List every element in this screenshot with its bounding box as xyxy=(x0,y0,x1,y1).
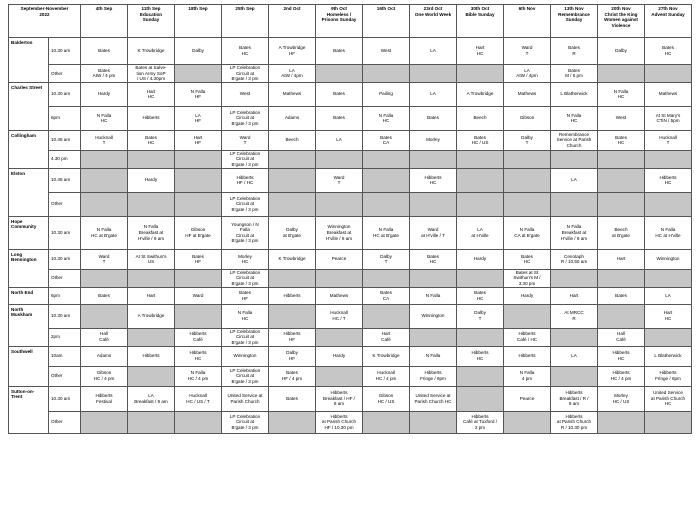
table-row xyxy=(9,82,692,106)
no-service-cell xyxy=(128,411,175,433)
preacher-cell: Bates M / 6 pm xyxy=(551,65,598,83)
preacher-cell: Gibson HC / 4 pm xyxy=(81,366,128,386)
preacher-cell: Hibberts HC xyxy=(457,346,504,366)
no-service-cell xyxy=(269,304,316,328)
date-column-header: 30th Oct Bible Sunday xyxy=(457,5,504,38)
preacher-cell: Hibberts xyxy=(128,106,175,130)
date-column-header: 11th Sep Education Sunday xyxy=(128,5,175,38)
preacher-cell: Hibberts HC / 4 pm xyxy=(598,366,645,386)
no-service-cell xyxy=(81,168,128,192)
place-name-cell: Charles Street xyxy=(9,82,49,130)
preacher-cell: LA AtW / 4pm xyxy=(269,65,316,83)
preacher-cell: Hardy xyxy=(457,249,504,269)
preacher-cell: Hibberts Café xyxy=(175,328,222,346)
no-service-cell xyxy=(128,192,175,216)
preacher-cell: Hucknall HC / 4 pm xyxy=(363,366,410,386)
service-time-cell: Other xyxy=(49,192,81,216)
place-name-cell: Collingham xyxy=(9,130,49,168)
no-service-cell xyxy=(598,192,645,216)
preacher-cell: L Blatherwick xyxy=(551,82,598,106)
preacher-cell: K Trowbridge xyxy=(363,346,410,366)
preacher-cell: K Trowbridge xyxy=(128,38,175,65)
preacher-cell: Hucknall T xyxy=(645,130,692,150)
table-row xyxy=(9,150,692,168)
preacher-cell: Hibberts HF / HC xyxy=(222,168,269,192)
preaching-plan-table xyxy=(8,4,692,434)
preacher-cell: At MRCC R xyxy=(551,304,598,328)
preacher-cell: LA xyxy=(410,82,457,106)
preacher-cell: Hibberts xyxy=(269,287,316,304)
preacher-cell: LP Celebration Circuit at B'gate / 3 pm xyxy=(222,366,269,386)
no-service-cell xyxy=(410,192,457,216)
no-service-cell xyxy=(175,192,222,216)
preacher-cell: Winnington xyxy=(645,249,692,269)
table-header xyxy=(9,5,692,38)
preacher-cell: United Service at Parish Church xyxy=(222,386,269,411)
preacher-cell: Bates HC xyxy=(504,249,551,269)
preacher-cell: N Falla HC xyxy=(363,106,410,130)
date-column-header: 27th Nov Advent Sunday xyxy=(645,5,692,38)
preacher-cell: Mathews xyxy=(269,82,316,106)
no-service-cell xyxy=(175,65,222,83)
date-column-header: 2nd Oct xyxy=(269,5,316,38)
place-name-cell: Sutton-on- Trent xyxy=(9,386,49,433)
preacher-cell: Bates HC xyxy=(457,287,504,304)
service-time-cell: 10.30 am xyxy=(49,82,81,106)
date-column-header: 18th Sep xyxy=(175,5,222,38)
no-service-cell xyxy=(410,150,457,168)
preacher-cell: Hart xyxy=(128,287,175,304)
preacher-cell: Hucknall HC / US / T xyxy=(175,386,222,411)
preacher-cell: N Falla CA at B'gate xyxy=(504,216,551,249)
preacher-cell: K Trowbridge xyxy=(269,249,316,269)
preacher-cell: United Service at Parish Church HC xyxy=(645,386,692,411)
no-service-cell xyxy=(81,150,128,168)
no-service-cell xyxy=(598,168,645,192)
no-service-cell xyxy=(128,269,175,287)
preacher-cell: N Falla 4 pm xyxy=(504,366,551,386)
preacher-cell: Bates HF / 4 pm xyxy=(269,366,316,386)
place-name-cell: Balderton xyxy=(9,38,49,83)
preacher-cell: Hall Café xyxy=(81,328,128,346)
preacher-cell: Gibson HC / US xyxy=(363,386,410,411)
no-service-cell xyxy=(410,328,457,346)
preacher-cell: Cenotaph R / 10.50 am xyxy=(551,249,598,269)
preacher-cell: Hibberts HC xyxy=(410,168,457,192)
preacher-cell: Bates HF xyxy=(175,249,222,269)
plan-period-heading: September-November 2022 xyxy=(9,5,81,38)
date-column-header: 16th Oct xyxy=(363,5,410,38)
preacher-cell: Hibberts xyxy=(128,346,175,366)
table-row xyxy=(9,130,692,150)
no-service-cell xyxy=(645,328,692,346)
service-time-cell: 2pm xyxy=(49,328,81,346)
no-service-cell xyxy=(457,328,504,346)
preacher-cell: LA AtW / 4pm xyxy=(504,65,551,83)
table-row xyxy=(9,411,692,433)
preacher-cell: Dalby T xyxy=(504,130,551,150)
preacher-cell: Hart HF xyxy=(175,130,222,150)
no-service-cell xyxy=(598,65,645,83)
date-column-header: 13th Nov Remembrance Sunday xyxy=(551,5,598,38)
service-time-cell: 6pm xyxy=(49,106,81,130)
no-service-cell xyxy=(363,150,410,168)
no-service-cell xyxy=(316,328,363,346)
preacher-cell: Ward T xyxy=(316,168,363,192)
preacher-cell: Hall Café xyxy=(598,328,645,346)
preacher-cell: Bates xyxy=(81,287,128,304)
preacher-cell: Hucknall HC / T xyxy=(316,304,363,328)
table-row xyxy=(9,216,692,249)
no-service-cell xyxy=(410,411,457,433)
no-service-cell xyxy=(363,411,410,433)
preacher-cell: LP Celebration Circuit at B'gate / 3 pm xyxy=(222,192,269,216)
preacher-cell: At St Mary's CTiN / 5pm xyxy=(645,106,692,130)
preacher-cell: N Falla HC at H'ville xyxy=(645,216,692,249)
preacher-cell: LA Breakfast / 9 am xyxy=(128,386,175,411)
no-service-cell xyxy=(645,150,692,168)
preacher-cell: Hibberts HC xyxy=(645,168,692,192)
preacher-cell: LP Celebration Circuit at B'gate / 3 pm xyxy=(222,328,269,346)
preacher-cell: Ward T xyxy=(504,38,551,65)
table-row xyxy=(9,386,692,411)
preacher-cell: N Falla HC xyxy=(222,304,269,328)
preacher-cell: Bates HC xyxy=(128,130,175,150)
preacher-cell: Morley HC xyxy=(222,249,269,269)
preacher-cell: Dalby T xyxy=(457,304,504,328)
preacher-cell: Gibson xyxy=(504,106,551,130)
preacher-cell: Bates HC / US xyxy=(457,130,504,150)
service-time-cell: Other xyxy=(49,411,81,433)
no-service-cell xyxy=(457,168,504,192)
preacher-cell: Bates HC xyxy=(222,38,269,65)
preacher-cell: Hucknall T xyxy=(81,130,128,150)
preacher-cell: Hardy xyxy=(504,287,551,304)
no-service-cell xyxy=(363,192,410,216)
preacher-cell: Hibberts HC xyxy=(598,346,645,366)
preacher-cell: A Trowbridge HF xyxy=(269,38,316,65)
service-time-cell: 10.30 am xyxy=(49,386,81,411)
preacher-cell: LA xyxy=(551,346,598,366)
preacher-cell: LA xyxy=(645,287,692,304)
preacher-cell: LP Celebration Circuit at B'gate / 3 pm xyxy=(222,269,269,287)
preacher-cell: Dalby at B'gate xyxy=(269,216,316,249)
header-row xyxy=(9,5,692,38)
preacher-cell: N Falla HF xyxy=(175,82,222,106)
no-service-cell xyxy=(363,65,410,83)
preacher-cell: Mathews xyxy=(316,287,363,304)
service-time-cell: 6pm xyxy=(49,287,81,304)
table-row xyxy=(9,304,692,328)
preacher-cell: N Falla xyxy=(410,346,457,366)
preacher-cell: Bates xyxy=(316,106,363,130)
no-service-cell xyxy=(504,411,551,433)
no-service-cell xyxy=(175,269,222,287)
no-service-cell xyxy=(504,168,551,192)
no-service-cell xyxy=(504,304,551,328)
no-service-cell xyxy=(316,269,363,287)
place-name-cell: Hope Community xyxy=(9,216,49,249)
no-service-cell xyxy=(645,192,692,216)
no-service-cell xyxy=(316,150,363,168)
no-service-cell xyxy=(504,150,551,168)
place-name-cell: North End xyxy=(9,287,49,304)
table-row xyxy=(9,287,692,304)
preacher-cell: Beech xyxy=(457,106,504,130)
date-column-header: 25th Sep xyxy=(222,5,269,38)
no-service-cell xyxy=(269,269,316,287)
preacher-cell: Hibberts at Parish Church R / 10.30 pm xyxy=(551,411,598,433)
preacher-cell: Hibberts HF xyxy=(269,328,316,346)
preacher-cell: Bates R xyxy=(551,38,598,65)
preacher-cell: Bates xyxy=(269,386,316,411)
no-service-cell xyxy=(175,150,222,168)
no-service-cell xyxy=(410,65,457,83)
date-column-header: 4th Sep xyxy=(81,5,128,38)
service-time-cell: Other xyxy=(49,269,81,287)
preacher-cell: Bates at Salve- tion Army SoP / US / 4.30pm xyxy=(128,65,175,83)
no-service-cell xyxy=(81,269,128,287)
preacher-cell: Hibberts Fringe / 6pm xyxy=(645,366,692,386)
date-column-header: 23rd Oct One World Week xyxy=(410,5,457,38)
preacher-cell: Bates xyxy=(81,38,128,65)
preacher-cell: Bates HC xyxy=(410,249,457,269)
preacher-cell: Hibberts HC xyxy=(175,346,222,366)
no-service-cell xyxy=(316,65,363,83)
place-name-cell: Southwell xyxy=(9,346,49,386)
service-time-cell: 10.45 am xyxy=(49,130,81,150)
no-service-cell xyxy=(269,168,316,192)
preacher-cell: LP Celebration Circuit at B'gate / 3 pm xyxy=(222,411,269,433)
no-service-cell xyxy=(598,150,645,168)
preacher-cell: Bates AtW / 4 pm xyxy=(81,65,128,83)
preacher-cell: West xyxy=(598,106,645,130)
no-service-cell xyxy=(81,192,128,216)
service-time-cell: 10.30 am xyxy=(49,304,81,328)
preacher-cell: Hibberts at Parish Church HF / 10.30 pm xyxy=(316,411,363,433)
preacher-cell: LP Celebration Circuit at B'gate / 3 pm xyxy=(222,65,269,83)
preacher-cell: Hardy xyxy=(81,82,128,106)
preacher-cell: Ward xyxy=(175,287,222,304)
service-time-cell: 10.30 am xyxy=(49,249,81,269)
no-service-cell xyxy=(457,192,504,216)
preacher-cell: Dalby xyxy=(598,38,645,65)
preacher-cell: Hart HC xyxy=(457,38,504,65)
no-service-cell xyxy=(598,304,645,328)
service-time-cell: Other xyxy=(49,65,81,83)
preacher-cell: Hibberts Breakfast / HF / 9 am xyxy=(316,386,363,411)
preacher-cell: Morley xyxy=(410,130,457,150)
preacher-cell: Bates at St Swithun's M / 3.30 pm xyxy=(504,269,551,287)
place-name-cell: Long Bennington xyxy=(9,249,49,287)
preacher-cell: Hibberts Fringe / 6pm xyxy=(410,366,457,386)
no-service-cell xyxy=(551,150,598,168)
no-service-cell xyxy=(128,328,175,346)
no-service-cell xyxy=(457,65,504,83)
no-service-cell xyxy=(269,150,316,168)
preacher-cell: Hibberts Café at Tuxford / 2 pm xyxy=(457,411,504,433)
preacher-cell: Gibson HF at B'gate xyxy=(175,216,222,249)
preacher-cell: Pailing xyxy=(363,82,410,106)
preacher-cell: LP Celebration Circuit at B'gate / 3 pm xyxy=(222,150,269,168)
preacher-cell: Winnington Breakfast at H'ville / 9 am xyxy=(316,216,363,249)
preacher-cell: Bates xyxy=(598,287,645,304)
no-service-cell xyxy=(175,168,222,192)
preacher-cell: Bates HC xyxy=(598,130,645,150)
no-service-cell xyxy=(551,192,598,216)
preacher-cell: LA xyxy=(410,38,457,65)
service-time-cell: 10.30 am xyxy=(49,38,81,65)
preacher-cell: Bates HF xyxy=(222,287,269,304)
table-row xyxy=(9,106,692,130)
no-service-cell xyxy=(457,269,504,287)
date-column-header: 9th Oct Homeless / Prisons Sunday xyxy=(316,5,363,38)
no-service-cell xyxy=(598,269,645,287)
no-service-cell xyxy=(175,304,222,328)
no-service-cell xyxy=(269,192,316,216)
preacher-cell: Hibberts Festival xyxy=(81,386,128,411)
table-row xyxy=(9,168,692,192)
no-service-cell xyxy=(269,411,316,433)
no-service-cell xyxy=(81,411,128,433)
preacher-cell: Ward at H'ville / T xyxy=(410,216,457,249)
date-column-header: 20th Nov Christ the King Women against Violence xyxy=(598,5,645,38)
table-row xyxy=(9,328,692,346)
preacher-cell: Bates CA xyxy=(363,130,410,150)
preacher-cell: Bates xyxy=(410,106,457,130)
preacher-cell: Dalby T xyxy=(363,249,410,269)
preacher-cell: At St Swithun's US xyxy=(128,249,175,269)
no-service-cell xyxy=(551,269,598,287)
no-service-cell xyxy=(363,168,410,192)
no-service-cell xyxy=(81,304,128,328)
preacher-cell: LA xyxy=(551,168,598,192)
preacher-cell: Hibberts Café / HC xyxy=(504,328,551,346)
table-body xyxy=(9,38,692,434)
preacher-cell: Adams xyxy=(269,106,316,130)
service-time-cell: 10am xyxy=(49,346,81,366)
preacher-cell: Bates HC xyxy=(645,38,692,65)
preacher-cell: Hart xyxy=(551,287,598,304)
preacher-cell: Hart xyxy=(598,249,645,269)
place-name-cell: North Muskham xyxy=(9,304,49,346)
preacher-cell: Winnington xyxy=(222,346,269,366)
preacher-cell: Adams xyxy=(81,346,128,366)
preacher-cell: N Falla HC xyxy=(551,106,598,130)
no-service-cell xyxy=(457,366,504,386)
no-service-cell xyxy=(645,65,692,83)
preacher-cell: Hardy xyxy=(128,168,175,192)
table-row xyxy=(9,269,692,287)
service-time-cell: Other xyxy=(49,366,81,386)
no-service-cell xyxy=(128,366,175,386)
no-service-cell xyxy=(316,366,363,386)
preacher-cell: N Falla xyxy=(410,287,457,304)
preacher-cell: L Blatherwick xyxy=(645,346,692,366)
preacher-cell: Youngson / N Falla Circuit at B'gate / 3 pm xyxy=(222,216,269,249)
preacher-cell: LA xyxy=(316,130,363,150)
preacher-cell: LA HF xyxy=(175,106,222,130)
preacher-cell: Mathews xyxy=(645,82,692,106)
preacher-cell: Bates xyxy=(316,38,363,65)
no-service-cell xyxy=(551,328,598,346)
service-time-cell: 10.30 am xyxy=(49,216,81,249)
no-service-cell xyxy=(457,150,504,168)
preacher-cell: West xyxy=(222,82,269,106)
preacher-cell: West xyxy=(363,38,410,65)
table-row xyxy=(9,38,692,65)
preacher-cell: N Falla HC / 4 pm xyxy=(175,366,222,386)
preacher-cell: Beech at B'gate xyxy=(598,216,645,249)
preacher-cell: Remembrance Service at Parish Church xyxy=(551,130,598,150)
table-row xyxy=(9,366,692,386)
preacher-cell: N Falla Breakfast at H'ville / 9 am xyxy=(128,216,175,249)
preacher-cell: Dalby HF xyxy=(269,346,316,366)
no-service-cell xyxy=(504,192,551,216)
table-row xyxy=(9,65,692,83)
preacher-cell: Morley HC / US xyxy=(598,386,645,411)
no-service-cell xyxy=(410,269,457,287)
preacher-cell: Hardy xyxy=(316,346,363,366)
no-service-cell xyxy=(457,386,504,411)
no-service-cell xyxy=(645,269,692,287)
preacher-cell: A Trowbridge xyxy=(128,304,175,328)
service-time-cell: 4.30 pm xyxy=(49,150,81,168)
table-row xyxy=(9,192,692,216)
no-service-cell xyxy=(363,269,410,287)
table-row xyxy=(9,249,692,269)
no-service-cell xyxy=(175,411,222,433)
preacher-cell: Hibberts xyxy=(504,346,551,366)
preacher-cell: N Falla HC at B'gate xyxy=(363,216,410,249)
preacher-cell: Pearce xyxy=(316,249,363,269)
preacher-cell: Bates CA xyxy=(363,287,410,304)
preacher-cell: United Service at Parish Church HC xyxy=(410,386,457,411)
preacher-cell: Hibberts Breakfast / R / 9 am xyxy=(551,386,598,411)
preacher-cell: N Falla Breakfast at H'ville / 9 am xyxy=(551,216,598,249)
preacher-cell: A Trowbridge xyxy=(457,82,504,106)
no-service-cell xyxy=(598,411,645,433)
date-column-header: 6th Nov xyxy=(504,5,551,38)
table-row xyxy=(9,346,692,366)
preacher-cell: Dalby xyxy=(175,38,222,65)
preacher-cell: Ward T xyxy=(81,249,128,269)
preacher-cell: N Falla HC at B'gate xyxy=(81,216,128,249)
no-service-cell xyxy=(551,366,598,386)
preacher-cell: Bates xyxy=(316,82,363,106)
preacher-cell: Hart HC xyxy=(645,304,692,328)
preacher-cell: Pearce xyxy=(504,386,551,411)
preacher-cell: LP Celebration Circuit at B'gate / 3 pm xyxy=(222,106,269,130)
preacher-cell: N Falla HC xyxy=(598,82,645,106)
no-service-cell xyxy=(128,150,175,168)
preacher-cell: Ward T xyxy=(222,130,269,150)
no-service-cell xyxy=(645,411,692,433)
preacher-cell: Hart HC xyxy=(128,82,175,106)
preacher-cell: Winnington xyxy=(410,304,457,328)
preacher-cell: Beech xyxy=(269,130,316,150)
preacher-cell: Hart Café xyxy=(363,328,410,346)
preacher-cell: N Falla HC xyxy=(81,106,128,130)
no-service-cell xyxy=(316,192,363,216)
service-time-cell: 10.45 am xyxy=(49,168,81,192)
place-name-cell: Elston xyxy=(9,168,49,216)
preacher-cell: Mathews xyxy=(504,82,551,106)
preacher-cell: LA at H'ville xyxy=(457,216,504,249)
no-service-cell xyxy=(363,304,410,328)
